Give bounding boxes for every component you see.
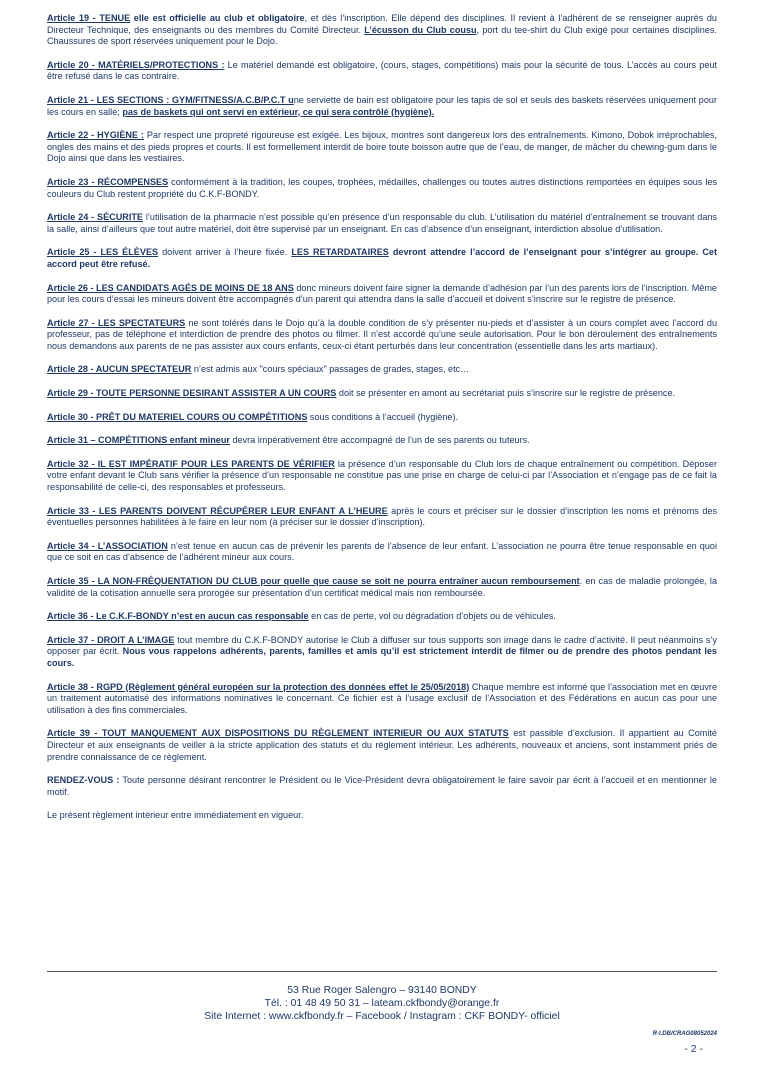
article-heading: Article 36 - Le C.K.F-BONDY n’est en aucun cas responsable <box>47 611 309 622</box>
article-heading: Article 27 - LES SPECTATEURS <box>47 317 186 328</box>
article-31 <box>47 435 717 447</box>
article-heading: Article 21 - LES SECTIONS : GYM/FITNESS/A.C.B/P.C.T u <box>47 94 294 105</box>
article-text: doit se présenter en amont au secrétariat puis s’inscrire sur le registre de présence. <box>336 388 676 399</box>
article-29 <box>47 388 717 400</box>
article-heading: Article 33 - LES PARENTS DOIVENT RÉCUPÉRER LEUR ENFANT A L’HEURE <box>47 505 388 516</box>
article-39 <box>47 728 717 763</box>
article-emphasis: Nous vous rappelons adhérents, parents, familles et amis qu’il est strictement interdit de filmer ou de prendre des photos pendant les cours. <box>47 646 717 668</box>
footer-divider <box>47 971 717 972</box>
article-emphasis-underlined: LES RETARDATAIRES <box>291 247 389 258</box>
article-text: n’est tenue en aucun cas de prévenir les parents de l’absence de leur enfant. L’association ne pourra être tenue responsable en quoi que ce soit en cas d’absence de l’adhérent mineur aux cours. <box>47 540 717 563</box>
article-36 <box>47 611 717 623</box>
article-emphasis: elle est officielle au club et obligatoire <box>130 13 305 23</box>
article-text: ne serviette de bain est obligatoire pour les tapis de sol et seuls des baskets réservées uniquement pour les cours en salle; <box>47 94 717 117</box>
article-heading: Article 37 - DROIT A L’IMAGE <box>47 634 175 645</box>
article-text: , et dès l’inscription. Elle dépend des disciplines. Il revient à l’adhérent de se renseigner auprès du Directeur Technique, des enseignants ou des membres du Comité Directeur. <box>47 13 717 35</box>
article-text: ne sont tolérés dans le Dojo qu’à la double condition de s’y présenter nu-pieds et d’assister à un cours complet avec l’accord du professeur, pas de téléphone et interdiction de prendre des photos ou filmer. Il n’est accordé qu’une seule autorisation. Pour le bon déroulement des entraînements nous demandons aux parents de ne pas assister aux cours enfants, ceux-ci étant perturbés dans leur concentration (essentielle dans les arts martiaux). <box>47 317 718 351</box>
article-text: sous conditions à l’accueil (hygiène). <box>307 411 459 422</box>
article-23 <box>47 177 717 200</box>
article-37 <box>47 635 717 670</box>
article-text: , port du tee-shirt du Club exigé pour certaines disciplines. Chaussures de sport réservées uniquement pour le Dojo. <box>47 24 717 47</box>
article-text: tout membre du C.K.F-BONDY autorise le Club à diffuser sur tous supports son image dans le cadre d’activité. Il peut néanmoins s’y opposer par écrit. <box>47 634 717 657</box>
article-heading: Article 20 - MATÉRIELS/PROTECTIONS : <box>47 59 225 70</box>
article-text: après le cours et préciser sur le dossier d’inscription les noms et prénoms des éventuelles personnes habilitées à le faire en leur nom (à préciser sur le dossier d’inscription). <box>47 505 717 528</box>
article-text: Toute personne désirant rencontrer le Président ou le Vice-Président devra obligatoirement le faire savoir par écrit à l’accueil et en mentionner le motif. <box>47 775 717 797</box>
article-text: est passible d’exclusion. Il appartient au Comité Directeur et aux enseignants de veiller à la stricte application des statuts et du règlement intérieur. Les adhérents, nouveaux et anciens, sont instamment priés de prendre connaissance de ce règlement. <box>47 728 717 762</box>
rendez-vous <box>47 775 717 798</box>
article-heading: Article 35 - LA NON-FRÉQUENTATION DU CLUB pour quelle que cause se soit ne pourra entraîner aucun remboursement <box>47 576 580 586</box>
article-19 <box>47 13 717 48</box>
article-text: en cas de perte, vol ou dégradation d’objets ou de véhicules. <box>308 611 556 622</box>
article-heading: Article 28 - AUCUN SPECTATEUR <box>47 364 192 375</box>
article-heading: Article 23 - RÉCOMPENSES <box>47 176 169 187</box>
article-heading: Article 26 - LES CANDIDATS AGÉS DE MOINS DE 18 ANS <box>47 282 294 293</box>
closing-statement: Le présent règlement intérieur entre immédiatement en vigueur. <box>47 810 304 821</box>
document-reference: R-I.DB/CRAG08052024 <box>652 1031 717 1037</box>
article-28 <box>47 364 717 376</box>
article-27 <box>47 318 717 353</box>
article-heading: Article 22 - HYGIÈNE : <box>47 130 144 141</box>
page-number: - 2 - <box>684 1043 703 1055</box>
reglement-content <box>47 13 717 834</box>
article-emphasis: devront attendre l’accord de l’enseignant pour s’intégrer au groupe. Cet accord peut être refusé. <box>47 247 718 269</box>
article-heading: Article 24 - SÉCURITE <box>47 212 143 223</box>
article-text: la présence d’un responsable du Club lors de chaque entraînement ou compétition. Déposer votre enfant devant le Club sans vérifier la présence d’un responsable ne constitue pas une prise en charge de celui-ci par l’Association et n’engage pas de ce fait la responsabilité de celle-ci, des responsables et professeurs. <box>47 458 718 493</box>
article-heading: Article 32 - IL EST IMPÉRATIF POUR LES PARENTS DE VÉRIFIER <box>47 458 335 469</box>
article-text: Par respect une propreté rigoureuse est exigée. Les bijoux, montres sont dangereux lors des entraînements. Kimono, Dobok irréprochables, ongles des mains et des pieds propres et courts. Il est formellement interdit de boire toute boisson autre que de l’eau, de manger, de mâcher du chewing-gum dans le Dojo ainsi que dans les vestiaires. <box>47 130 717 164</box>
article-heading: Article 30 - PRÊT DU MATERIEL COURS OU COMPÉTITIONS <box>47 411 308 422</box>
article-text: l’utilisation de la pharmacie n’est possible qu’en présence d’un responsable du club. L’utilisation du matériel d’entraînement se trouvant dans la salle, ainsi d’ailleurs que tout autre matériel, doit être supervisé par un enseignant. En cas d’absence d’un enseignant, interdiction absolue d’utilisation. <box>47 212 717 234</box>
article-text: . en cas de maladie prolongée, la validité de la cotisation annuelle sera prorogée sur présentation d’un certificat médical mais non remboursée. <box>47 576 718 598</box>
article-text: n’est admis aux "cours spéciaux" passages de grades, stages, etc… <box>191 364 470 375</box>
article-21 <box>47 95 717 118</box>
article-34 <box>47 541 717 564</box>
article-20 <box>47 60 717 83</box>
article-text: Chaque membre est informé que l’association met en œuvre un traitement automatisé des informations nominatives le concernant. Ce fichier est à l’usage exclusif de l’Association et des Fédérations en aucun cas pour une utilisation à des fins commerciales. <box>47 681 717 715</box>
article-22 <box>47 130 717 165</box>
article-text: donc mineurs doivent faire signer la demande d’adhésion par l’un des parents lors de l’inscription. Même pour les cours d’essai les mineurs doivent être accompagnés d’un parent qui attendra dans la salle d’accueil et doivent s’inscrire sur le registre de présence. <box>47 282 717 305</box>
article-heading: RENDEZ-VOUS : <box>47 775 120 786</box>
article-26 <box>47 283 717 306</box>
article-heading: Article 19 - TENUE <box>47 13 131 23</box>
article-emphasis-underlined: L’écusson du Club cousu <box>364 24 477 35</box>
article-heading: Article 38 - RGPD (Règlement général européen sur la protection des données effet le 25/05/2018) <box>47 681 470 692</box>
article-emphasis-underlined: pas de baskets qui ont servi en extérieur, ce qui sera contrôlé (hygiène). <box>122 106 435 117</box>
article-heading: Article 34 - L’ASSOCIATION <box>47 540 168 551</box>
footer-contact: Tél. : 01 48 49 50 31 – lateam.ckfbondy@orange.fr <box>264 997 500 1009</box>
article-heading: Article 31 – COMPÉTITIONS enfant mineur <box>47 435 230 446</box>
article-33 <box>47 506 717 529</box>
article-25 <box>47 247 717 270</box>
article-text: devra impérativement être accompagné de l’un de ses parents ou tuteurs. <box>229 435 530 446</box>
article-heading: Article 25 - LES ÉLÈVES <box>47 247 159 258</box>
article-heading: Article 29 - TOUTE PERSONNE DESIRANT ASSISTER A UN COURS <box>47 388 337 399</box>
footer <box>47 985 717 1023</box>
article-heading: Article 39 - TOUT MANQUEMENT AUX DISPOSITIONS DU RÈGLEMENT INTERIEUR OU AUX STATUTS <box>47 728 509 739</box>
article-text: doivent arriver à l’heure fixée. <box>158 247 292 258</box>
article-32 <box>47 459 717 494</box>
article-text: conformément à la tradition, les coupes, trophées, médailles, challenges ou toutes autres distinctions remportées en équipes sous les couleurs du Club restent propriété du C.K.F-BONDY. <box>47 176 717 199</box>
article-35 <box>47 576 717 599</box>
article-30 <box>47 412 717 424</box>
footer-website: Site Internet : www.ckfbondy.fr – Facebook / Instagram : CKF BONDY- officiel <box>204 1010 560 1022</box>
article-38 <box>47 682 717 717</box>
footer-address: 53 Rue Roger Salengro – 93140 BONDY <box>287 985 477 996</box>
article-24 <box>47 212 717 235</box>
article-text: Le matériel demandé est obligatoire, (cours, stages, compétitions) mais pour la sécurité de tous. L’accès au cours peut être refusé dans le cas contraire. <box>47 59 718 82</box>
